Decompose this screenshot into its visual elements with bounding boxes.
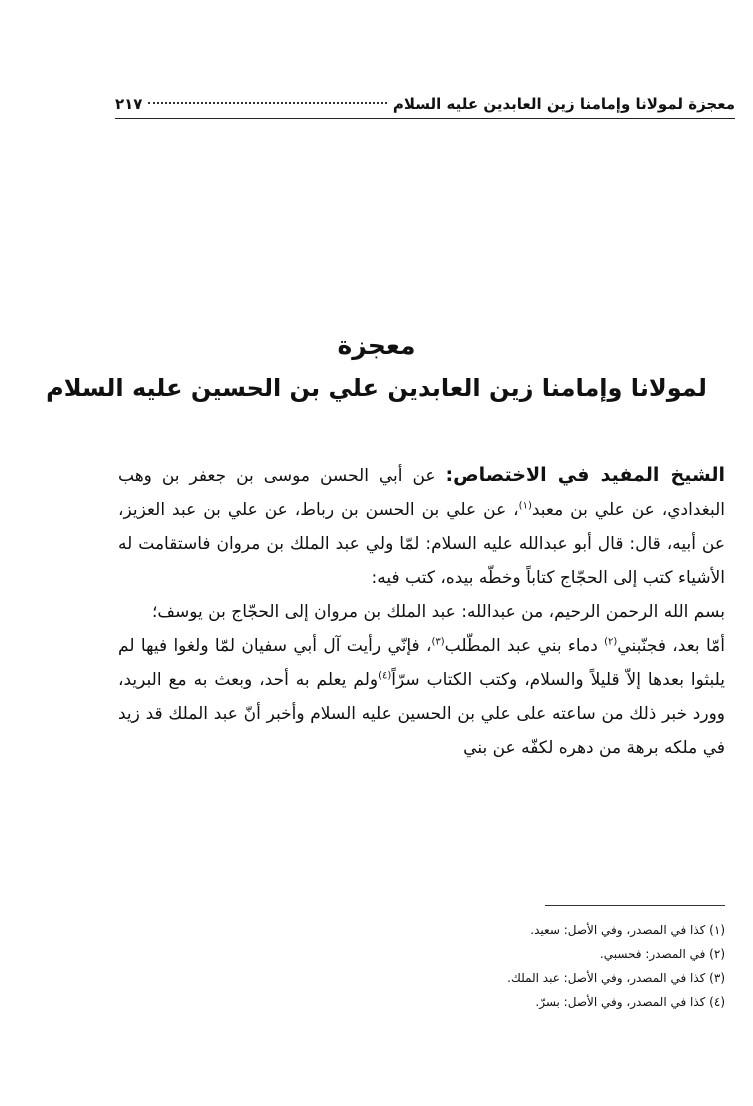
footnote-ref-1: (١) — [518, 500, 532, 512]
paragraph-3-text-d: ولم يعلم به أحد، وبعث به مع البريد، وورد خبر ذلك من ساعته على علي بن الحسين عليه السلام وأخبر أنّ عبد الملك قد زيد في ملكه برهة من دهره لكفّه عن بني — [118, 670, 725, 758]
page-number: ٢١٧ — [115, 95, 143, 113]
header-leader-dots — [148, 101, 386, 104]
paragraph-3-text-b: دماء بني عبد المطّلب — [444, 636, 605, 656]
paragraph-3 — [118, 629, 725, 765]
header-title: معجزة لمولانا وإمامنا زين العابدين عليه السلام — [392, 95, 735, 113]
paragraph-3-text-a: أمّا بعد، فجنّبني — [617, 636, 725, 656]
paragraph-3-text-c: ، فإنّي رأيت آل أبي سفيان لمّا ولغوا فيها لم يلبثوا بعدها إلاّ قليلاً والسلام، وكتب الكتاب سرّاً — [118, 636, 725, 690]
footnote-divider — [545, 905, 725, 906]
paragraph-2: بسم الله الرحمن الرحيم، من عبدالله: عبد الملك بن مروان إلى الحجّاج بن يوسف؛ — [152, 602, 725, 622]
running-header — [115, 90, 735, 119]
footnote-ref-2: (٢) — [604, 636, 618, 648]
paragraph-1-text-a: عن أبي الحسن موسى بن جعفر بن وهب البغدادي، عن علي بن معبد — [118, 466, 725, 520]
paragraph-lead: الشيخ المفيد في الاختصاص: — [445, 464, 725, 486]
paragraph-1 — [118, 458, 725, 595]
footnote-ref-4: (٤) — [378, 670, 392, 682]
footnote-1: (١) كذا في المصدر، وفي الأصل: سعيد. — [530, 923, 725, 937]
chapter-title-line2: لمولانا وإمامنا زين العابدين علي بن الحسين عليه السلام — [46, 374, 707, 402]
chapter-title-line1: معجزة — [337, 331, 416, 360]
footnote-3: (٣) كذا في المصدر، وفي الأصل: عبد الملك. — [507, 971, 725, 985]
footnote-2: (٢) في المصدر: فحسبي. — [599, 947, 725, 961]
footnotes — [225, 918, 725, 1014]
body-text — [118, 458, 725, 765]
footnote-4: (٤) كذا في المصدر، وفي الأصل: بسرّ. — [535, 995, 725, 1009]
footnote-ref-3: (٣) — [431, 636, 445, 648]
paragraph-1-text-b: ، عن علي بن الحسن بن رباط، عن علي بن عبد العزيز، عن أبيه، قال: قال أبو عبدالله عليه السلام: لمّا ولي عبد الملك بن مروان فاستقامت له الأشياء كتب إلى الحجّاج كتاباً وخطّه بيده، كتب فيه: — [118, 500, 725, 588]
chapter-title — [0, 326, 753, 410]
